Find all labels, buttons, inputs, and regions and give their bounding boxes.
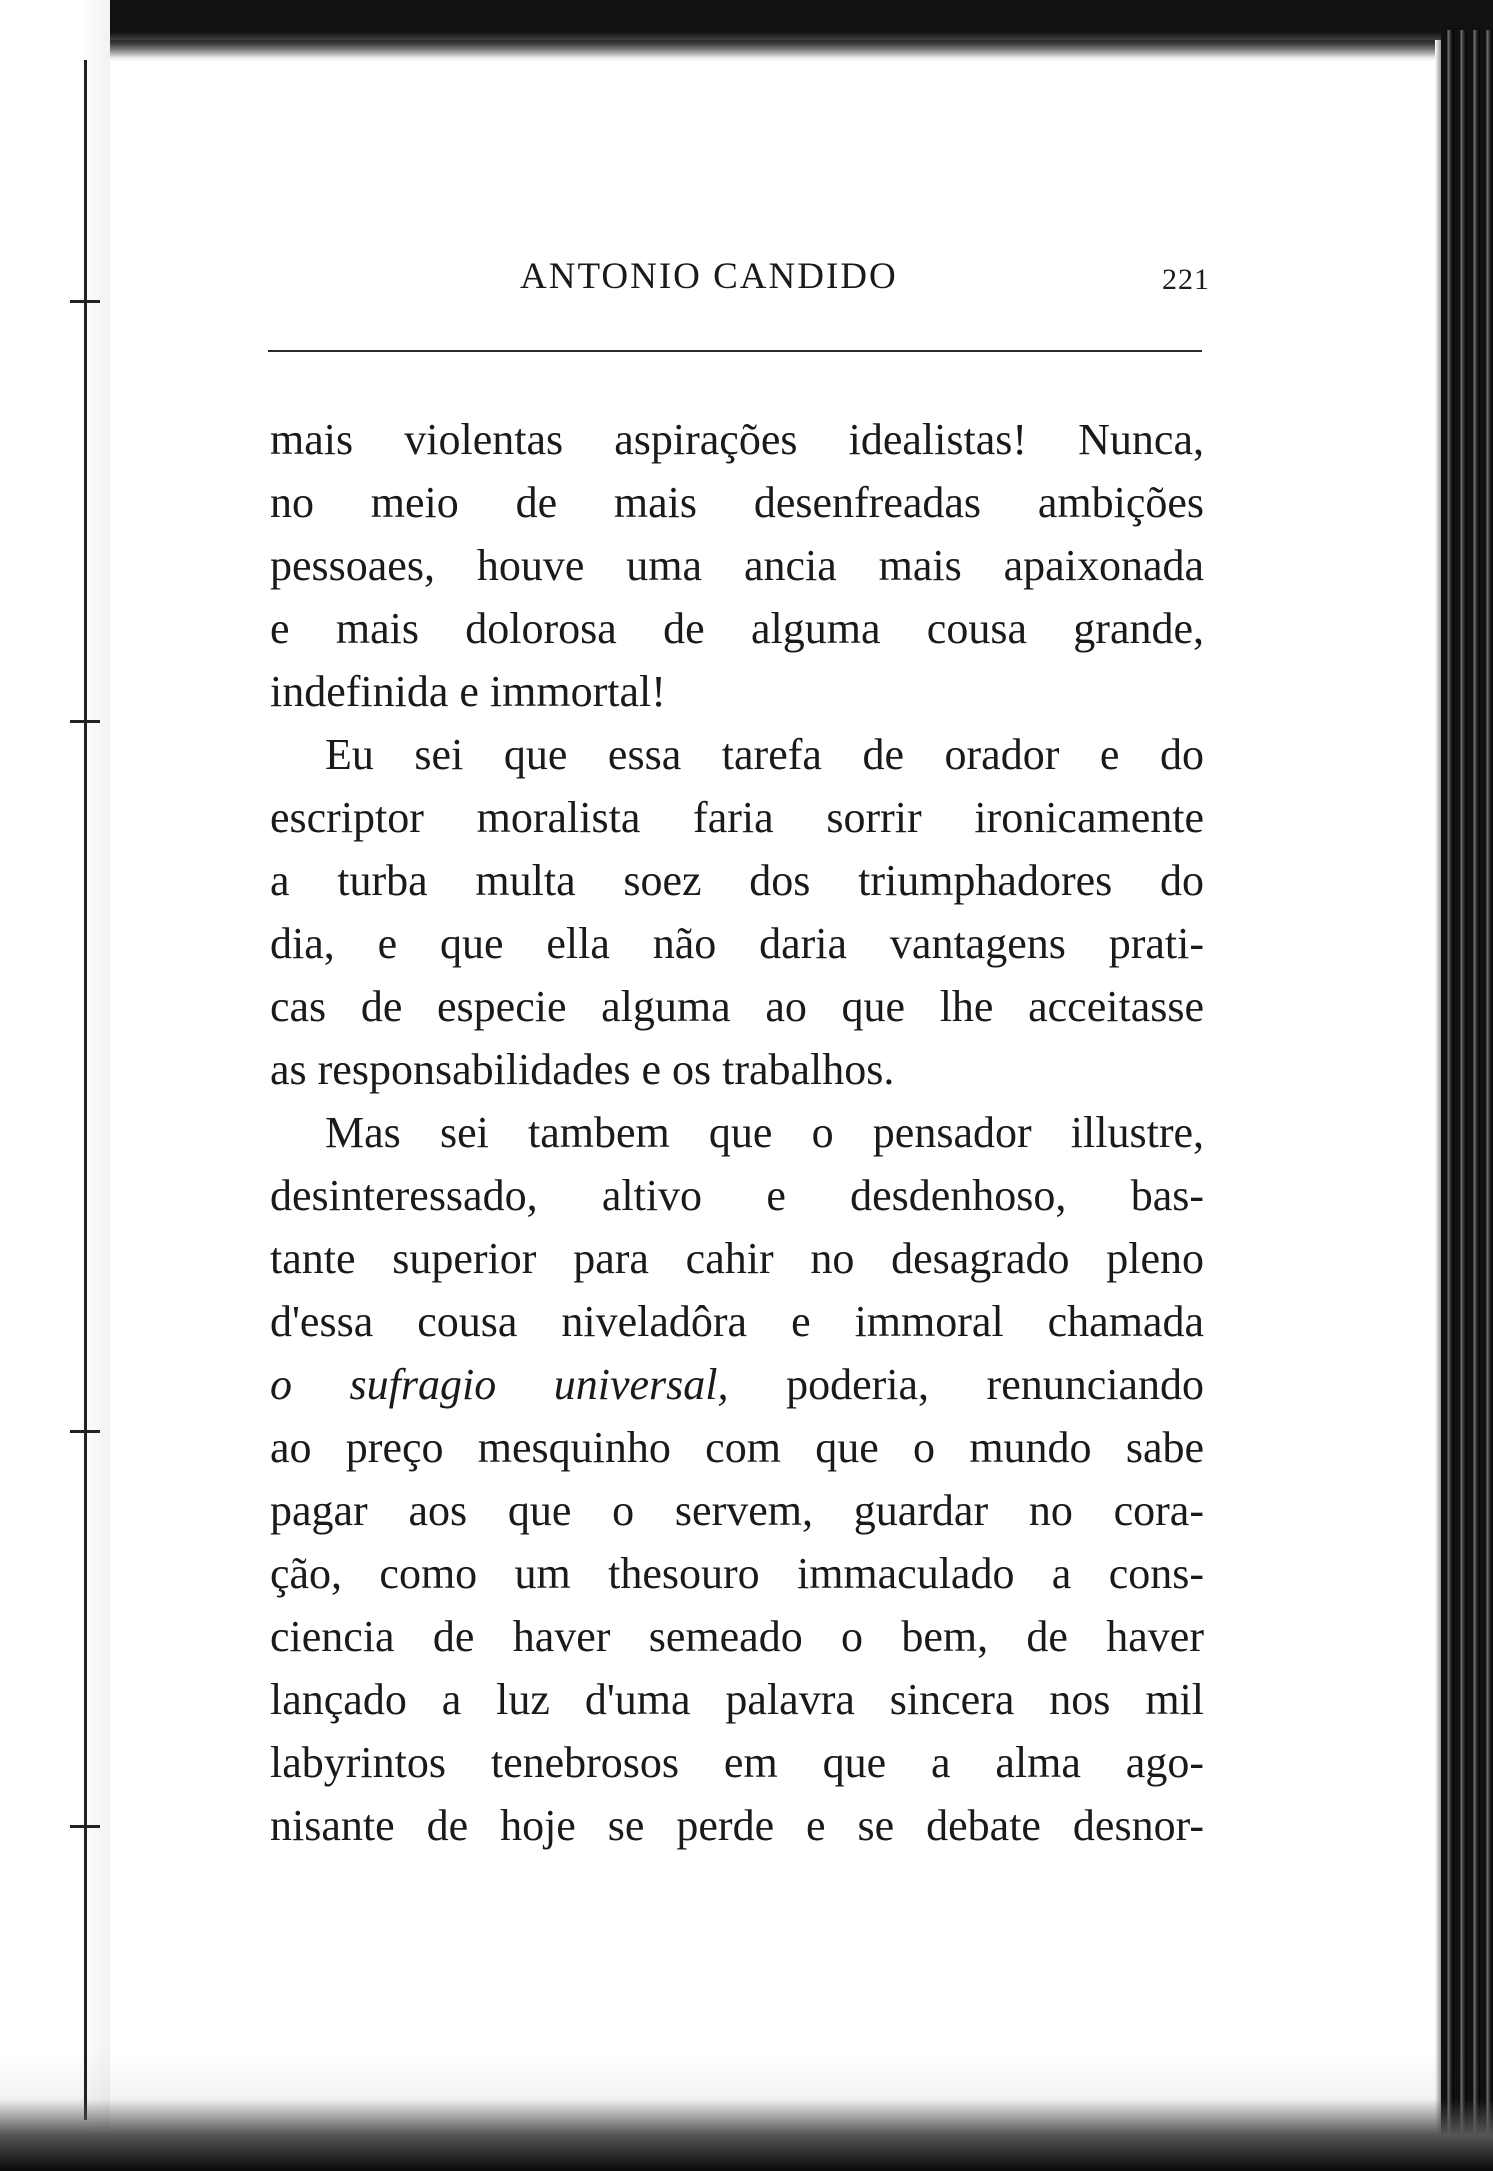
text-line: indefinida e immortal!	[270, 667, 666, 716]
text-line: d'essa cousa niveladôra e immoral chamada	[270, 1297, 1204, 1346]
text-line-mixed	[270, 1353, 1204, 1416]
header-rule	[268, 350, 1202, 352]
text-line: ao preço mesquinho com que o mundo sabe	[270, 1423, 1204, 1472]
page-number: 221	[1162, 263, 1210, 296]
text-line: e mais dolorosa de alguma cousa grande,	[270, 604, 1204, 653]
text-line: dia, e que ella não daria vantagens prati-	[270, 919, 1204, 968]
text-line: tante superior para cahir no desagrado pleno	[270, 1234, 1204, 1283]
scan-left-edge	[0, 0, 110, 2171]
text-line: Eu sei que essa tarefa de orador e do	[325, 730, 1204, 779]
scan-bottom-edge	[0, 2051, 1493, 2171]
text-line: nisante de hoje se perde e se debate desnor-	[270, 1801, 1204, 1850]
text-line: cas de especie alguma ao que lhe acceitasse	[270, 982, 1204, 1031]
text-line: lançado a luz d'uma palavra sincera nos mil	[270, 1675, 1204, 1724]
binding-mark	[70, 1825, 100, 1828]
text-line: mais violentas aspirações idealistas! Nunca,	[270, 415, 1204, 464]
text-line: no meio de mais desenfreadas ambições	[270, 478, 1204, 527]
scan-right-edge	[1441, 30, 1493, 2171]
binding-mark	[70, 300, 100, 303]
text-line: as responsabilidades e os trabalhos.	[270, 1045, 895, 1094]
binding-mark	[70, 1430, 100, 1433]
body-text	[270, 408, 1204, 1857]
scan-left-binding-line	[84, 60, 87, 2120]
text-line-rest: poderia, renunciando	[728, 1360, 1205, 1409]
italic-phrase: o sufragio universal,	[270, 1360, 729, 1409]
text-line: escriptor moralista faria sorrir ironicamente	[270, 793, 1204, 842]
text-line: pagar aos que o servem, guardar no cora-	[270, 1486, 1204, 1535]
text-line: ção, como um thesouro immaculado a cons-	[270, 1549, 1204, 1598]
text-line: ciencia de haver semeado o bem, de haver	[270, 1612, 1204, 1661]
text-line: pessoaes, houve uma ancia mais apaixonada	[270, 541, 1204, 590]
scan-top-shadow	[90, 40, 1450, 62]
running-head	[270, 255, 1210, 305]
binding-mark	[70, 720, 100, 723]
text-line: Mas sei tambem que o pensador illustre,	[325, 1108, 1204, 1157]
text-line: a turba multa soez dos triumphadores do	[270, 856, 1204, 905]
running-head-title: ANTONIO CANDIDO	[520, 256, 898, 297]
text-line: labyrintos tenebrosos em que a alma ago-	[270, 1738, 1204, 1787]
text-line: desinteressado, altivo e desdenhoso, bas-	[270, 1171, 1204, 1220]
